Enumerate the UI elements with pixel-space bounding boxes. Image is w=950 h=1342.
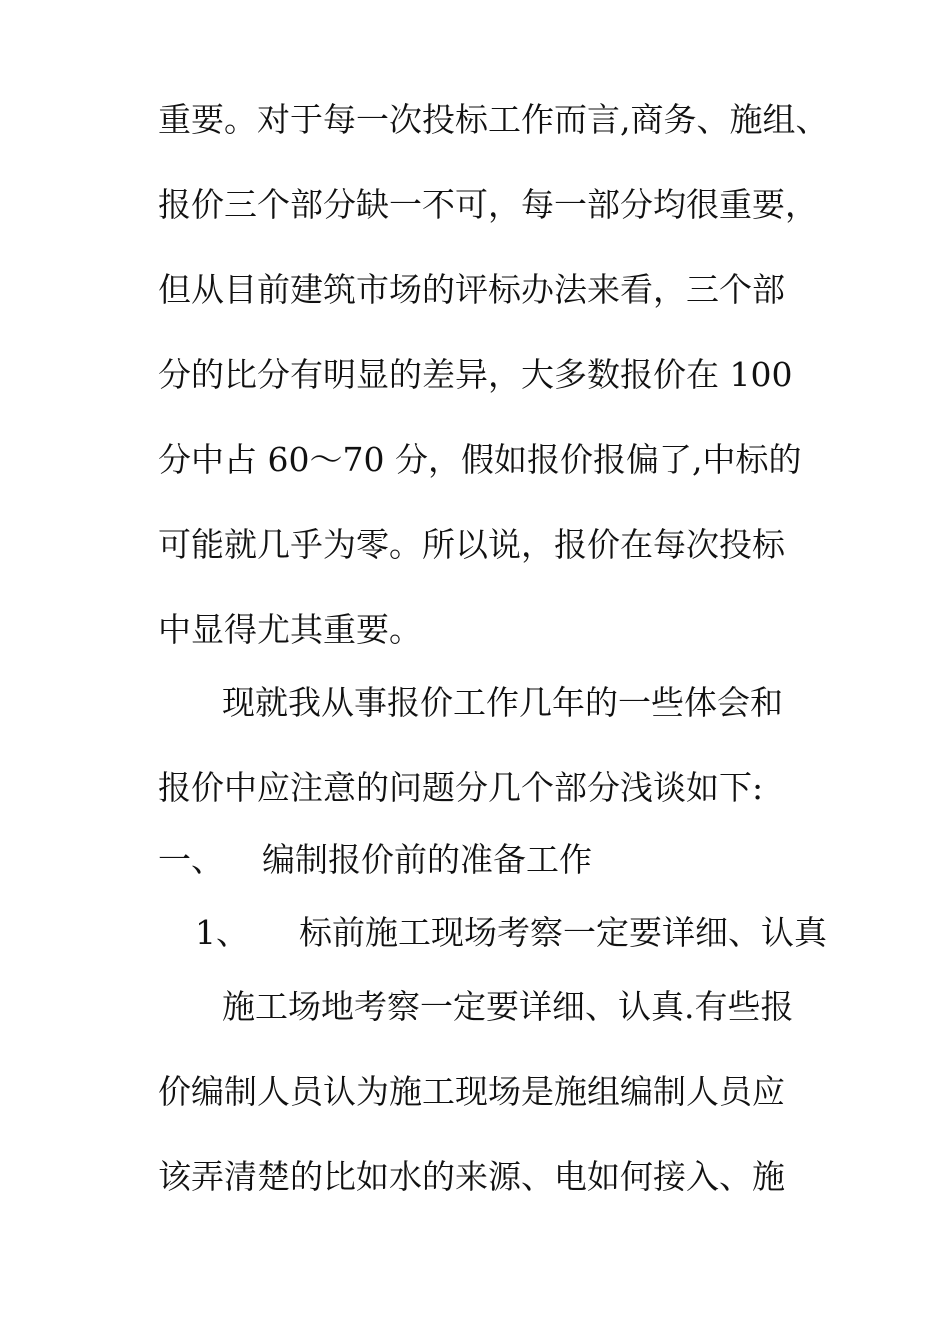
section-heading xyxy=(158,840,818,880)
text-line: 该弄清楚的比如水的来源、电如何接入、施 xyxy=(158,1157,785,1196)
text-line: 分的比分有明显的差异，大多数报价在 100 xyxy=(158,355,793,394)
text-line: 重要。对于每一次投标工作而言,商务、施组、 xyxy=(158,100,829,139)
text-line: 价编制人员认为施工现场是施组编制人员应 xyxy=(158,1072,785,1111)
section-number: 一、 xyxy=(158,840,224,879)
text-line-indented: 现就我从事报价工作几年的一些体会和 xyxy=(222,683,783,722)
section-title: 编制报价前的准备工作 xyxy=(262,840,592,879)
subsection-title: 标前施工现场考察一定要详细、认真 xyxy=(299,913,827,952)
text-line: 但从目前建筑市场的评标办法来看，三个部 xyxy=(158,270,785,309)
text-line: 可能就几乎为零。所以说，报价在每次投标 xyxy=(158,525,785,564)
text-line: 中显得尤其重要。 xyxy=(158,610,422,649)
subsection-number: 1、 xyxy=(195,913,249,952)
text-line: 分中占 60～70 分，假如报价报偏了,中标的 xyxy=(158,440,802,479)
subsection-heading xyxy=(195,913,855,953)
text-line: 报价中应注意的问题分几个部分浅谈如下: xyxy=(158,768,764,807)
text-line: 报价三个部分缺一不可，每一部分均很重要， xyxy=(158,185,818,224)
text-line-indented: 施工场地考察一定要详细、认真.有些报 xyxy=(222,987,794,1026)
